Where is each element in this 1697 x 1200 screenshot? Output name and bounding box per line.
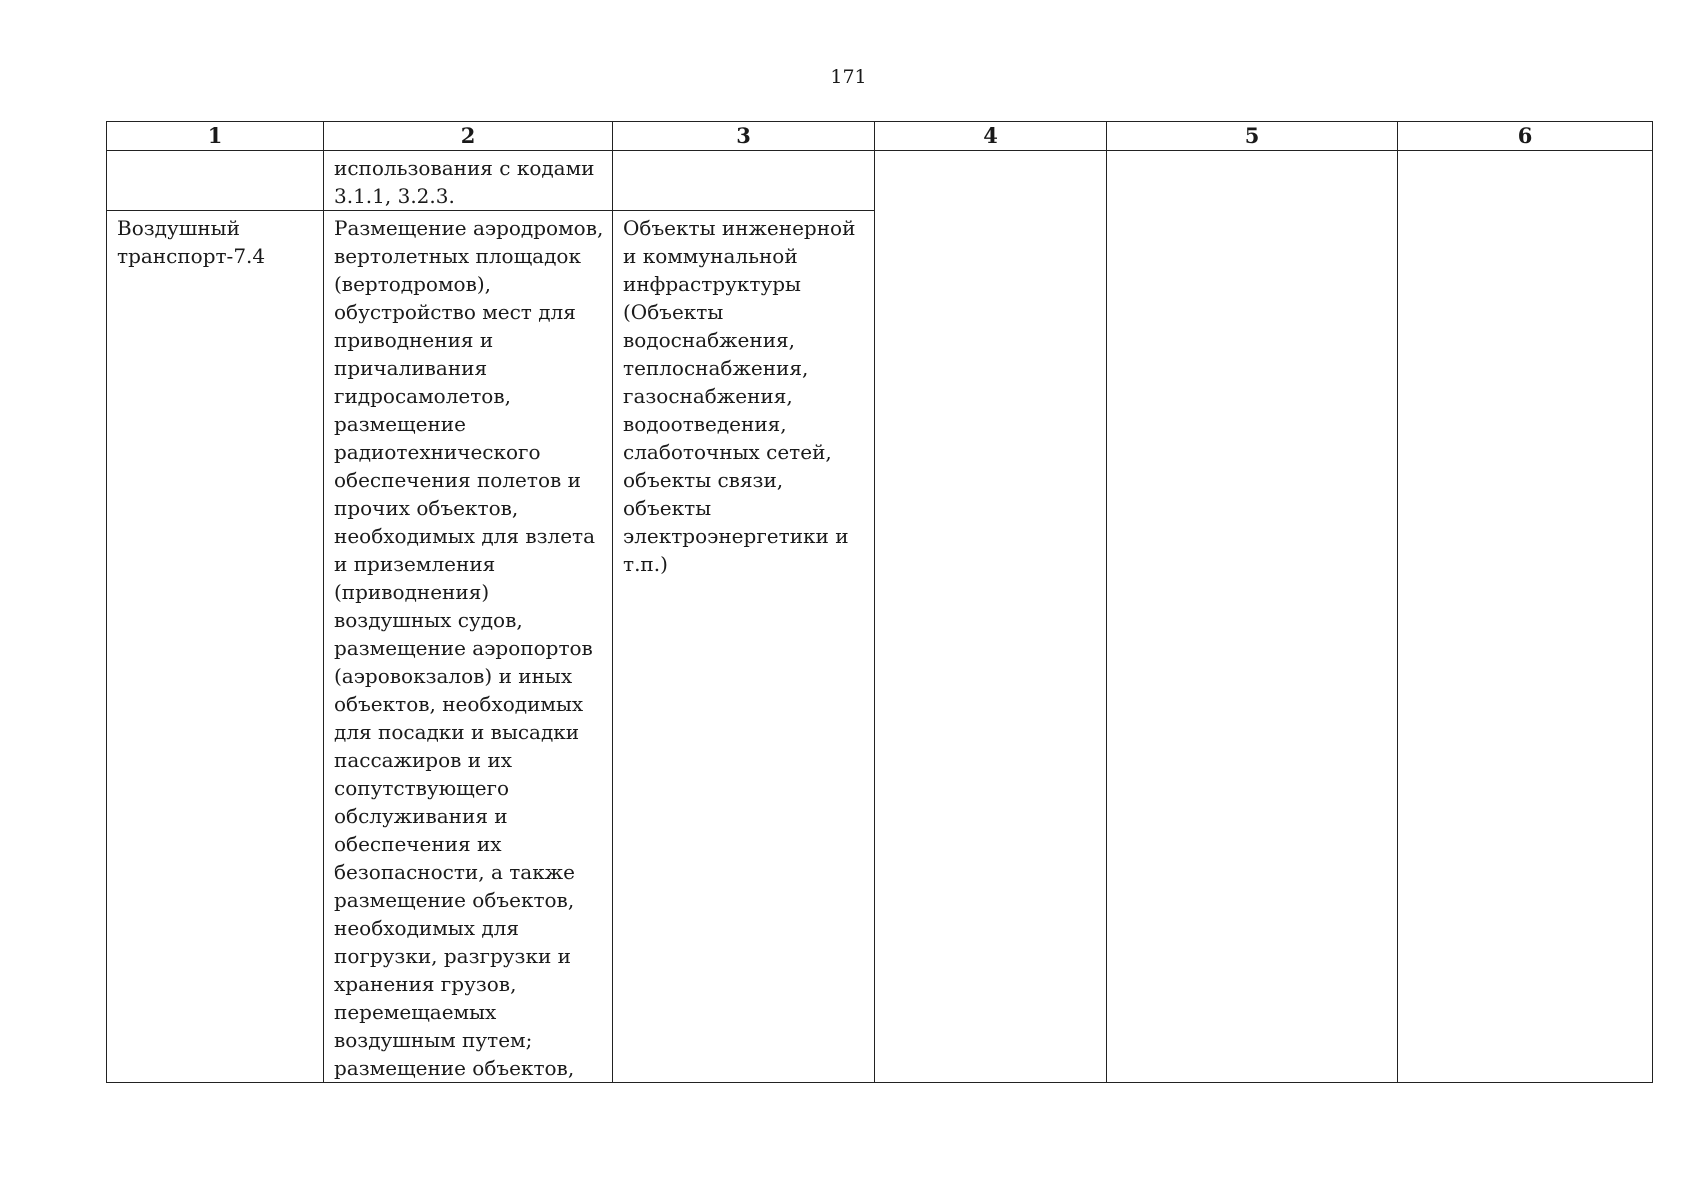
cell-empty bbox=[875, 211, 1107, 1083]
cell-empty bbox=[1107, 151, 1398, 211]
cell-empty bbox=[107, 151, 324, 211]
column-header-6: 6 bbox=[1398, 122, 1653, 151]
table-row bbox=[107, 211, 1653, 1083]
cell-text: использования с кодами 3.1.1, 3.2.3. bbox=[334, 156, 595, 208]
document-table bbox=[106, 121, 1653, 1083]
column-header-3: 3 bbox=[613, 122, 875, 151]
cell-permitted-use-description bbox=[324, 211, 613, 1083]
cell-empty bbox=[1107, 211, 1398, 1083]
page-number: 171 bbox=[830, 66, 867, 88]
cell-permitted-use-continued bbox=[324, 151, 613, 211]
header-row bbox=[107, 122, 1653, 151]
cell-empty bbox=[1398, 151, 1653, 211]
table-row bbox=[107, 151, 1653, 211]
column-header-4: 4 bbox=[875, 122, 1107, 151]
column-header-1: 1 bbox=[107, 122, 324, 151]
column-header-5: 5 bbox=[1107, 122, 1398, 151]
cell-empty bbox=[875, 151, 1107, 211]
cell-empty bbox=[1398, 211, 1653, 1083]
cell-use-type-name bbox=[107, 211, 324, 1083]
cell-text: Объекты инженерной и коммунальной инфраструктуры (Объекты водоснабжения, теплоснабжения, газоснабжения, водоотведения, слаботочных сетей, объекты связи, объекты электроэнергетики и т.п.) bbox=[623, 216, 856, 576]
cell-text: Размещение аэродромов, вертолетных площадок (вертодромов), обустройство мест для приводнения и причаливания гидросамолетов, размещение радиотехнического обеспечения полетов и прочих объектов, необходимых для взлета и приземления (приводнения) воздушных судов, размещение аэропортов (аэровокзалов) и иных объектов, необходимых для посадки и высадки пассажиров и их сопутствующего обслуживания и обеспечения их безопасности, а также размещение объектов, необходимых для погрузки, разгрузки и хранения грузов, перемещаемых воздушным путем; размещение объектов, bbox=[334, 216, 604, 1080]
column-header-2: 2 bbox=[324, 122, 613, 151]
cell-auxiliary-use bbox=[613, 211, 875, 1083]
cell-empty bbox=[613, 151, 875, 211]
cell-text: Воздушный транспорт-7.4 bbox=[117, 216, 266, 268]
